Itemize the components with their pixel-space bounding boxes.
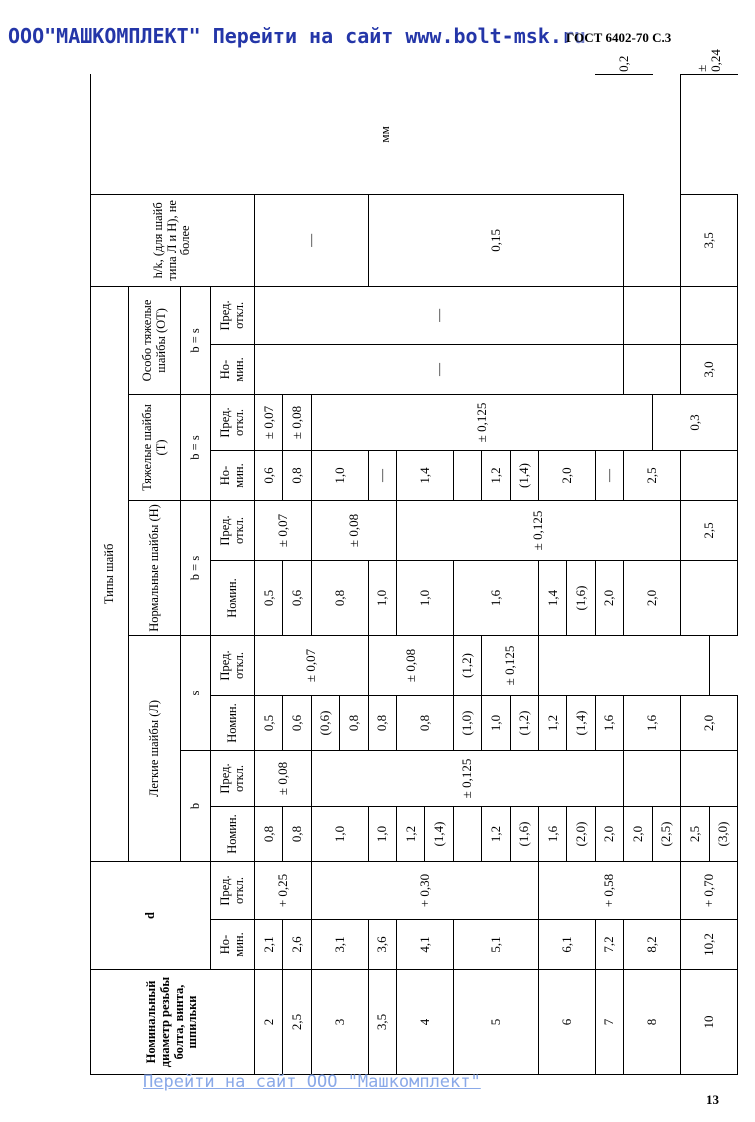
cell-normal-nom: 1,2	[482, 450, 510, 500]
cell-extra-tol: —	[255, 286, 624, 344]
cell-d-tol: + 0,70	[681, 861, 738, 919]
header-light: Легкие шайбы (Л)	[129, 635, 181, 861]
cell-hk: —	[255, 194, 369, 286]
unit-label: мм	[377, 126, 393, 143]
page-number: 13	[706, 1092, 719, 1107]
cell-d-nom: 8,2	[624, 920, 681, 970]
cell-normal-tol: ± 0,125	[397, 500, 681, 560]
header-heavy-bs: b = s	[181, 394, 211, 500]
header-extra-heavy: Особо тяжелые шайбы (ОТ)	[129, 286, 181, 394]
cell-light-s: 1,0	[482, 695, 510, 750]
cell-nominal: 5	[453, 970, 538, 1075]
cell-normal-nom: 1,4	[539, 560, 567, 635]
cell-d-nom: 6,1	[539, 920, 596, 970]
header-normal: Нормальные шайбы (Н)	[129, 500, 181, 635]
header-normal-nom: Номин.	[211, 560, 255, 635]
header-light-s-nom: Номин.	[211, 695, 255, 750]
cell-light-b: 2,5	[681, 806, 709, 861]
header-nominal-diameter: Номинальный диаметр резьбы болта, винта, шпильки	[91, 970, 255, 1075]
cell-light-s: 2,0	[681, 695, 738, 750]
cell-light-s: 0,8	[340, 695, 368, 750]
cell-d-tol: + 0,25	[255, 861, 312, 919]
cell-heavy-nom: 2,5	[624, 450, 681, 500]
cell-heavy-tol: ± 0,07	[255, 394, 283, 450]
cell-light-b: (2,0)	[567, 806, 595, 861]
cell-light-b-tol: ± 0,08	[255, 750, 312, 806]
cell-nominal: 2,5	[283, 970, 311, 1075]
cell-light-b: 1,2	[397, 806, 425, 861]
cell-light-s-tol-end	[681, 560, 738, 635]
cell-light-b: 1,0	[368, 806, 396, 861]
cell-normal-nom: (1,4)	[510, 450, 538, 500]
cell-d-tol: + 0,58	[539, 861, 681, 919]
cell-light-b-tol-end	[681, 750, 738, 806]
cell-light-s: 0,5	[255, 695, 283, 750]
site-footer-link[interactable]: Перейти на сайт ООО "Машкомплект"	[143, 1072, 481, 1092]
cell-normal-nom: (1,2)	[453, 635, 481, 695]
cell-normal-tol: ± 0,07	[255, 500, 312, 560]
cell-extra-nom-mid	[624, 344, 681, 394]
header-light-s-tol: Пред. откл.	[211, 635, 255, 695]
header-light-b-tol: Пред. откл.	[211, 750, 255, 806]
cell-light-b: (1,4)	[425, 806, 453, 861]
cell-light-s: 1,2	[539, 695, 567, 750]
cell-normal-nom: 2,5	[681, 500, 738, 560]
cell-heavy-tol-end	[681, 286, 738, 344]
header-heavy-nom: Но- мин.	[211, 450, 255, 500]
cell-light-s: (1,0)	[453, 695, 481, 750]
cell-light-s: 0,6	[283, 695, 311, 750]
cell-d-nom: 5,1	[453, 920, 538, 970]
cell-light-b: (3,0)	[709, 806, 738, 861]
cell-light-s: 0,8	[368, 695, 396, 750]
cell-normal-nom: 0,6	[283, 560, 311, 635]
cell-heavy-nom: —	[595, 450, 623, 500]
cell-normal-tol-end	[681, 450, 738, 500]
cell-d-nom: 3,1	[311, 920, 368, 970]
cell-normal-nom: 2,0	[595, 560, 623, 635]
cell-extra-nom: 3,5	[681, 194, 738, 286]
cell-nominal: 3,5	[368, 970, 396, 1075]
cell-light-s: (1,2)	[510, 695, 538, 750]
header-heavy-tol: Пред. откл.	[211, 394, 255, 450]
cell-normal-nom: (1,6)	[567, 560, 595, 635]
header-washer-types: Типы шайб	[91, 286, 129, 861]
cell-normal-nom: 2,0	[624, 560, 681, 635]
cell-normal-nom: 0,5	[255, 560, 283, 635]
cell-d-nom: 7,2	[595, 920, 623, 970]
cell-normal-nom: 1,0	[368, 560, 396, 635]
cell-light-b: (2,5)	[652, 806, 680, 861]
cell-light-s: 1,6	[595, 695, 623, 750]
cell-normal-tol: ± 0,08	[311, 500, 396, 560]
cell-extra-tol-mid	[624, 286, 681, 344]
site-promo-header[interactable]: ООО"МАШКОМПЛЕКТ" Перейти на сайт www.bolt-msk.ru	[8, 24, 586, 48]
header-heavy: Тяжелые шайбы (Т)	[129, 394, 181, 500]
cell-light-s-tol: ± 0,07	[255, 635, 369, 695]
header-normal-tol: Пред. откл.	[211, 500, 255, 560]
cell-heavy-tol: ± 0,08	[283, 394, 311, 450]
cell-extra-nom: —	[255, 344, 624, 394]
cell-light-b: 1,2	[482, 806, 510, 861]
washer-dimensions-table: Номинальный диаметр резьбы болта, винта, шпильки d Типы шайб h/k, (для шайб типа Л и Н), не более мм Легкие шайбы (Л) Нормальные шайбы (Н) Тяжелые шайбы (Т) Особо тяжелые шайбы (ОТ) b s b = s b = s b = s Но- мин. Пред. откл. Номин. Пред. откл. Номин. Пред. откл. Номин. Пред. откл. Но- мин. Пред. откл. Но- мин. Пред. откл. 2 2,1 + 0,25 0,8 ± 0,08 0,5 ± 0,07 0,5 ± 0,07 0,6 ± 0,07 — — — 2,5 2,6 0,8 0,6 0,6 0,8 ± 0,08 3 3,1 + 0,30 1,0 ± 0,125 (0,6) 0,8 ± 0,08 1,0 ± 0,125 0,8 3,5 3,6 1,0 0,8 ± 0,08 1,0 — 0,15 4 4,1 1,2 0,8 1,0 ± 0,125 1,4 (1,4) 5 5,1 (1,0) (1,2) 1,6 1,2 1,0 ± 0,125 1,2 (1,6) (1,2) (1,4) 6 6,1 + 0,58 1,6 1,2 1,4 2,0 (2,0) (1,4) (1,6) 7 7,2 2,0 1,6 2,0 — 0,2 8 8,2 2,0 1,6 2,0 2,5 (2,5) 0,3 10 10,2 + 0,70 2,5 2,0 2,5 3,0 3,5 ± 0,24 (3,0)	[90, 74, 738, 1075]
cell-light-b: 2,0	[595, 806, 623, 861]
rotated-table-wrapper	[90, 49, 738, 1075]
cell-light-b: 0,8	[255, 806, 283, 861]
cell-light-b-placeholder	[453, 806, 481, 861]
cell-hk: 0,3	[652, 394, 737, 450]
cell-light-s: (1,4)	[567, 695, 595, 750]
cell-light-s-tol-main	[539, 635, 709, 695]
cell-light-b-tol: ± 0,125	[311, 750, 623, 806]
cell-d-nom: 10,2	[681, 920, 738, 970]
cell-light-b-tol-cont	[624, 750, 681, 806]
cell-light-s: (0,6)	[311, 695, 339, 750]
cell-hk: 0,15	[368, 194, 624, 286]
cell-light-s: 1,6	[624, 695, 681, 750]
cell-light-s-tol: ± 0,125	[482, 635, 539, 695]
cell-light-b: 1,0	[311, 806, 368, 861]
cell-nominal: 3	[311, 970, 368, 1075]
cell-light-b: (1,6)	[510, 806, 538, 861]
cell-d-nom: 3,6	[368, 920, 396, 970]
cell-nominal: 2	[255, 970, 283, 1075]
cell-heavy-nom: 0,8	[283, 450, 311, 500]
cell-nominal: 8	[624, 970, 681, 1075]
cell-nominal: 4	[397, 970, 454, 1075]
cell-light-s-tol: ± 0,08	[368, 635, 453, 695]
header-hk: h/k, (для шайб типа Л и Н), не более	[91, 194, 255, 286]
cell-nominal: 10	[681, 970, 738, 1075]
cell-light-b: 0,8	[283, 806, 311, 861]
cell-d-nom: 2,6	[283, 920, 311, 970]
cell-heavy-nom: 3,0	[681, 344, 738, 394]
cell-d-nom: 4,1	[397, 920, 454, 970]
cell-heavy-nom: 0,6	[255, 450, 283, 500]
header-d-nom: Но- мин.	[211, 920, 255, 970]
cell-nominal: 7	[595, 970, 623, 1075]
header-d-tol: Пред. откл.	[211, 861, 255, 919]
header-normal-bs: b = s	[181, 500, 211, 635]
unit-cell	[91, 74, 681, 194]
header-d: d	[91, 861, 211, 969]
cell-light-s: 0,8	[397, 695, 454, 750]
header-light-b-nom: Номин.	[211, 806, 255, 861]
cell-heavy-tol: ± 0,125	[311, 394, 652, 450]
cell-heavy-nom: 1,0	[311, 450, 368, 500]
gost-page-label: ГОСТ 6402-70 С.3	[566, 30, 672, 45]
rotated-table-frame	[90, 49, 738, 1075]
header-light-s: s	[181, 635, 211, 750]
header-light-b: b	[181, 750, 211, 861]
cell-d-tol: + 0,30	[311, 861, 538, 919]
cell-normal-nom: 0,8	[311, 560, 368, 635]
header-extra-tol: Пред. откл.	[211, 286, 255, 344]
cell-light-b: 2,0	[624, 806, 652, 861]
header-extra-nom: Но- мин.	[211, 344, 255, 394]
cell-heavy-nom: 2,0	[539, 450, 596, 500]
cell-nominal: 6	[539, 970, 596, 1075]
cell-normal-nom: 1,0	[397, 560, 454, 635]
cell-light-b: 1,6	[539, 806, 567, 861]
cell-heavy-nom: —	[368, 450, 396, 500]
cell-heavy-nom: 1,6	[453, 560, 538, 635]
header-extra-bs: b = s	[181, 286, 211, 394]
cell-heavy-nom: 1,4	[397, 450, 454, 500]
cell-d-nom: 2,1	[255, 920, 283, 970]
